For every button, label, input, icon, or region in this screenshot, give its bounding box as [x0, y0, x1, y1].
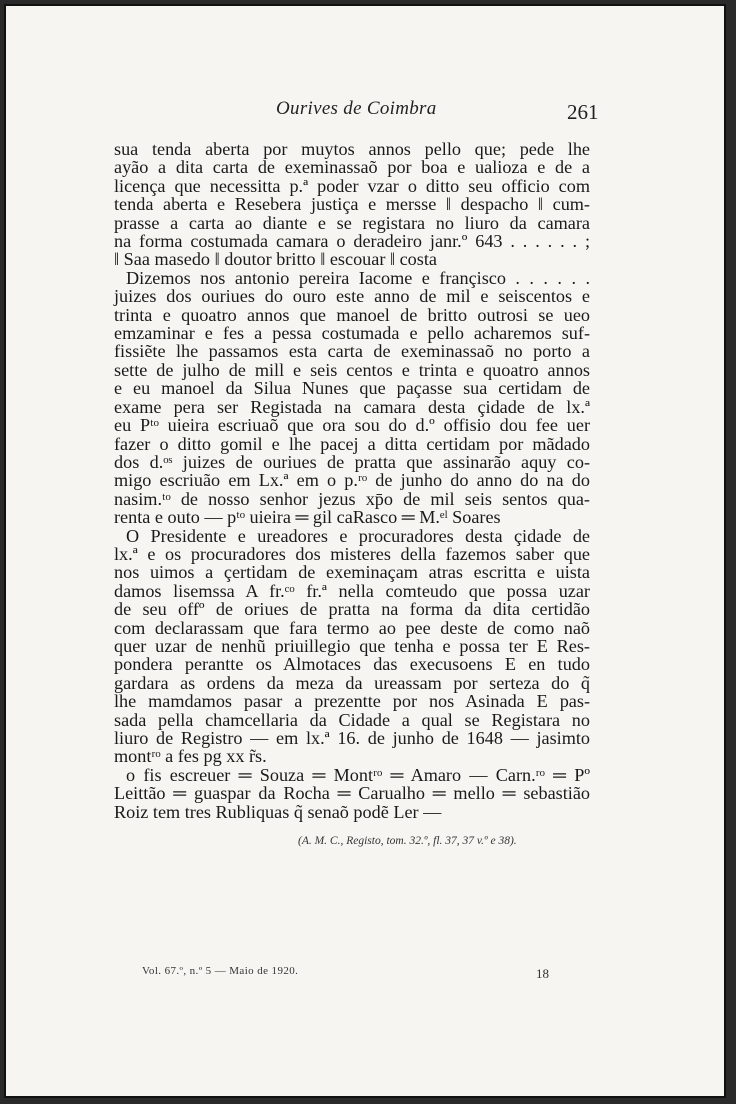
text-line: lhe mamdamos pasar a prezentte por nos Asinada E pas-	[114, 691, 590, 712]
text-line: gardara as ordens da meza da ureassam por serteza do q̃	[114, 672, 590, 693]
text-line: nos uimos a çertidam de exeminaçam atras escritta e uista	[114, 562, 590, 583]
text-line: sua tenda aberta por muytos annos pello que; pede lhe	[114, 139, 590, 159]
text-line: quer uzar de nenhũ priuillegio que tenha e possa ter E Res-	[114, 635, 590, 656]
body-text	[114, 140, 590, 821]
text-line: e eu manoel da Silua Nunes que paçasse sua certidam de	[114, 378, 590, 399]
text-line: com declarassam que fara termo ao pee deste de como naõ	[114, 617, 590, 638]
page-number: 261	[567, 100, 599, 124]
text-line: Roiz tem tres Rubliquas q̃ senaõ podẽ Ler —	[114, 801, 442, 822]
text-line: Dizemos nos antonio pereira Iacome e françisco . . . . . .	[126, 267, 590, 288]
text-line: lx.ª e os procuradores dos misteres della fazemos saber que	[114, 543, 590, 564]
text-line: sada pella chamcellaria da Cidade a qual se Registara no	[114, 709, 590, 730]
text-line: tenda aberta e Resebera justiça e mersse ‖ despacho ‖ cum-	[114, 194, 590, 215]
text-line: dos d.ᵒˢ juizes de ouriues de pratta que assinarão aquy co-	[114, 451, 590, 472]
footer-signature-mark: 18	[536, 966, 549, 981]
text-line: O Presidente e ureadores e procuradores desta çidade de	[126, 525, 590, 546]
text-line: renta e outo — pᵗᵒ uieira ═ gil caRasco ═ M.ᵉˡ Soares	[114, 507, 501, 528]
text-line: o fis escreuer ═ Souza ═ Montʳᵒ ═ Amaro — Carn.ʳᵒ ═ Pº	[126, 764, 590, 785]
text-line: emzaminar e fes a pessa costumada e pello acharemos suf-	[114, 323, 590, 344]
text-line: trinta e quoatro annos que manoel de britto outrosi se ueo	[114, 304, 590, 325]
text-line: pondera perantte os Almotaces das execusoens E en tudo	[114, 654, 590, 675]
document-page	[4, 4, 726, 1098]
footer-volume-info: Vol. 67.º, n.º 5 — Maio de 1920.	[142, 965, 299, 977]
text-line: fazer o ditto gomil e lhe pacej a ditta certidam por mãdado	[114, 433, 590, 454]
text-line: eu Pᵗᵒ uieira escriuaõ que ora sou do d.º offisio dou fee uer	[114, 415, 590, 436]
text-line: migo escriuão em Lx.ª em o p.ʳᵒ de junho do anno do na do	[114, 470, 590, 491]
text-line: Leittão ═ guaspar da Rocha ═ Carualho ═ mello ═ sebastião	[114, 783, 590, 804]
text-line: nasim.ᵗᵒ de nosso senhor jezus xp̄o de mil seis sentos qua-	[114, 488, 590, 509]
text-line: prasse a carta ao diante e se registara no liuro da camara	[114, 212, 590, 233]
text-line: de seu offº de oriues de pratta na forma da dita certidão	[114, 599, 590, 620]
text-line: damos lisemssa A fr.ᶜᵒ fr.ª nella comteudo que possa uzar	[114, 580, 590, 601]
text-line: sette de julho de mill e seis centos e trinta e quoatro annos	[114, 359, 590, 380]
text-line: fissiẽte lhe passamos esta carta de exeminassaõ no porto a	[114, 341, 590, 362]
text-line: ayão a dita carta de exeminassaõ por boa e ualioza e de a	[114, 157, 590, 178]
running-header-title: Ourives de Coimbra	[276, 98, 437, 119]
text-line: montʳᵒ a fes pg xx r̃s.	[114, 746, 267, 767]
source-citation: (A. M. C., Registo, tom. 32.º, fl. 37, 37 v.º e 38).	[298, 835, 517, 847]
text-line: liuro de Registro — em lx.ª 16. de junho de 1648 — jasimto	[114, 728, 590, 748]
text-line: licença que necessitta p.ª poder vzar o ditto seu officio com	[114, 175, 590, 196]
text-line: juizes dos ouriues do ouro este anno de mil e seiscentos e	[114, 286, 590, 307]
text-line: na forma costumada camara o deradeiro janr.º 643 . . . . . . ;	[114, 231, 590, 252]
text-line: exame pera ser Registada na camara desta çidade de lx.ª	[114, 396, 590, 417]
text-line: ‖ Saa masedo ‖ doutor britto ‖ escouar ‖ costa	[114, 249, 437, 270]
